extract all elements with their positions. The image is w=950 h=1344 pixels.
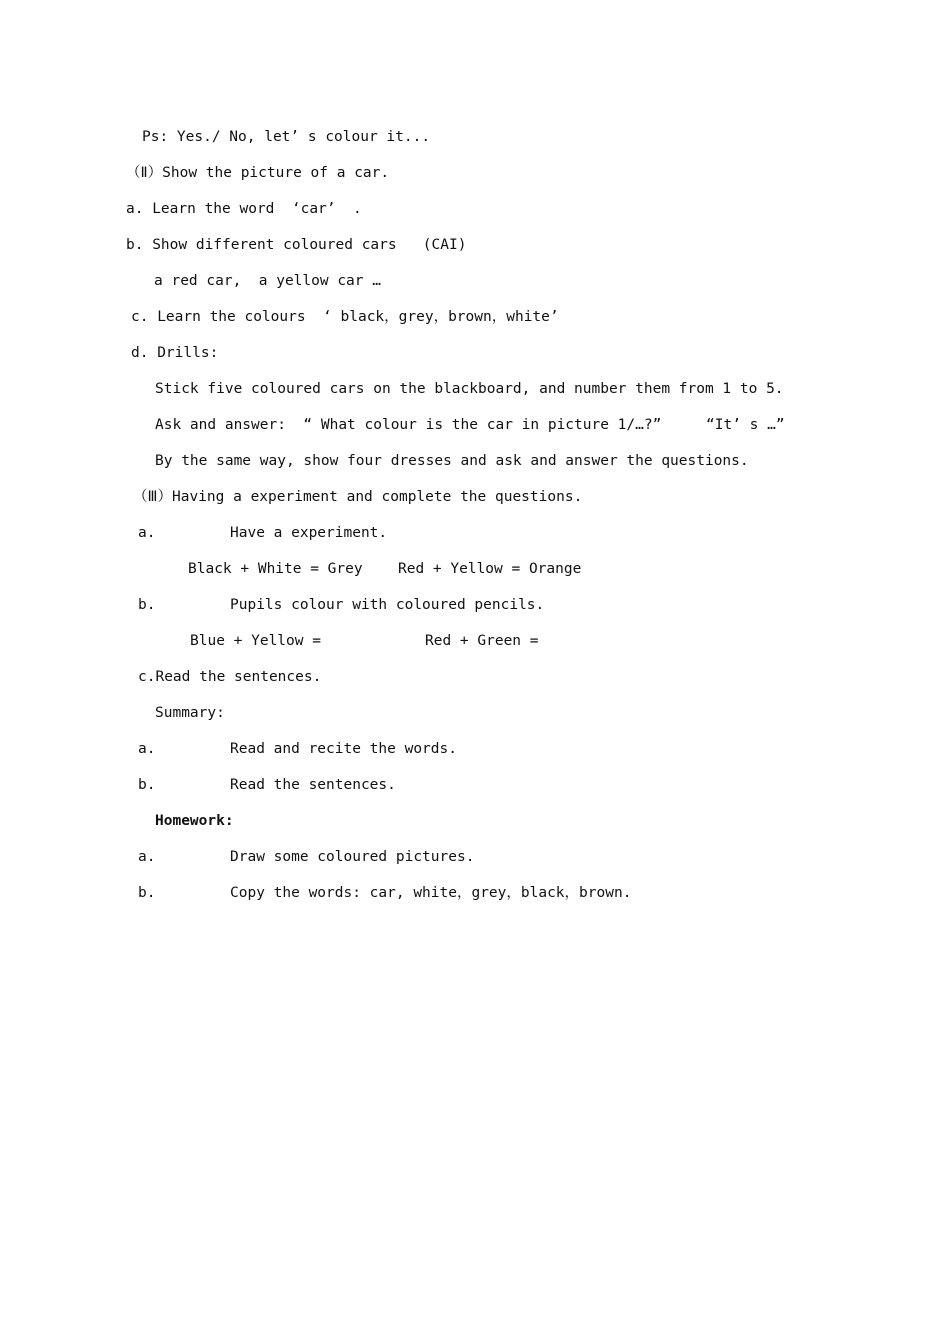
list-marker-a: a. xyxy=(138,741,156,757)
heading-homework: Homework: xyxy=(155,813,234,829)
text-line-learn-colours: c. Learn the colours ‘ black，grey，brown，white’ xyxy=(131,309,559,325)
text-line-read-the-sentences: Read the sentences. xyxy=(230,777,396,793)
list-marker-b: b. xyxy=(138,777,156,793)
text-line-read-sentences: c.Read the sentences. xyxy=(138,669,322,685)
text-line-red-yellow: Red + Yellow = Orange xyxy=(398,561,582,577)
text-line-red-green: Red + Green = xyxy=(425,633,539,649)
text-line-have-experiment: Have a experiment. xyxy=(230,525,388,541)
text-line-pupils-colour: Pupils colour with coloured pencils. xyxy=(230,597,545,613)
section-heading-3: （Ⅲ）Having a experiment and complete the questions. xyxy=(133,489,583,505)
text-line-blue-yellow: Blue + Yellow = xyxy=(190,633,321,649)
text-line-show-cars: b. Show different coloured cars (CAI) xyxy=(126,237,467,253)
list-marker-a: a. xyxy=(138,525,156,541)
text-line-learn-car: a. Learn the word ‘car’ . xyxy=(126,201,362,217)
text-line-stick-cars: Stick five coloured cars on the blackboard, and number them from 1 to 5. xyxy=(155,381,784,397)
text-line-ps: Ps: Yes./ No, let’ s colour it... xyxy=(142,129,431,145)
text-line-copy-words: Copy the words: car, white，grey，black，brown. xyxy=(230,885,632,901)
list-marker-a: a. xyxy=(138,849,156,865)
text-line-black-white: Black + White = Grey xyxy=(188,561,363,577)
section-heading-2: （Ⅱ）Show the picture of a car. xyxy=(126,165,390,181)
text-line-ask-answer: Ask and answer: “ What colour is the car in picture 1/…?” xyxy=(155,417,662,433)
text-line-summary: Summary: xyxy=(155,705,225,721)
list-marker-b: b. xyxy=(138,885,156,901)
text-line-example-cars: a red car, a yellow car … xyxy=(154,273,381,289)
text-line-draw-pictures: Draw some coloured pictures. xyxy=(230,849,475,865)
text-line-drills: d. Drills: xyxy=(131,345,219,361)
text-line-answer-its: “It’ s …” xyxy=(706,417,785,433)
text-line-read-recite: Read and recite the words. xyxy=(230,741,457,757)
text-line-same-way: By the same way, show four dresses and ask and answer the questions. xyxy=(155,453,749,469)
list-marker-b: b. xyxy=(138,597,156,613)
